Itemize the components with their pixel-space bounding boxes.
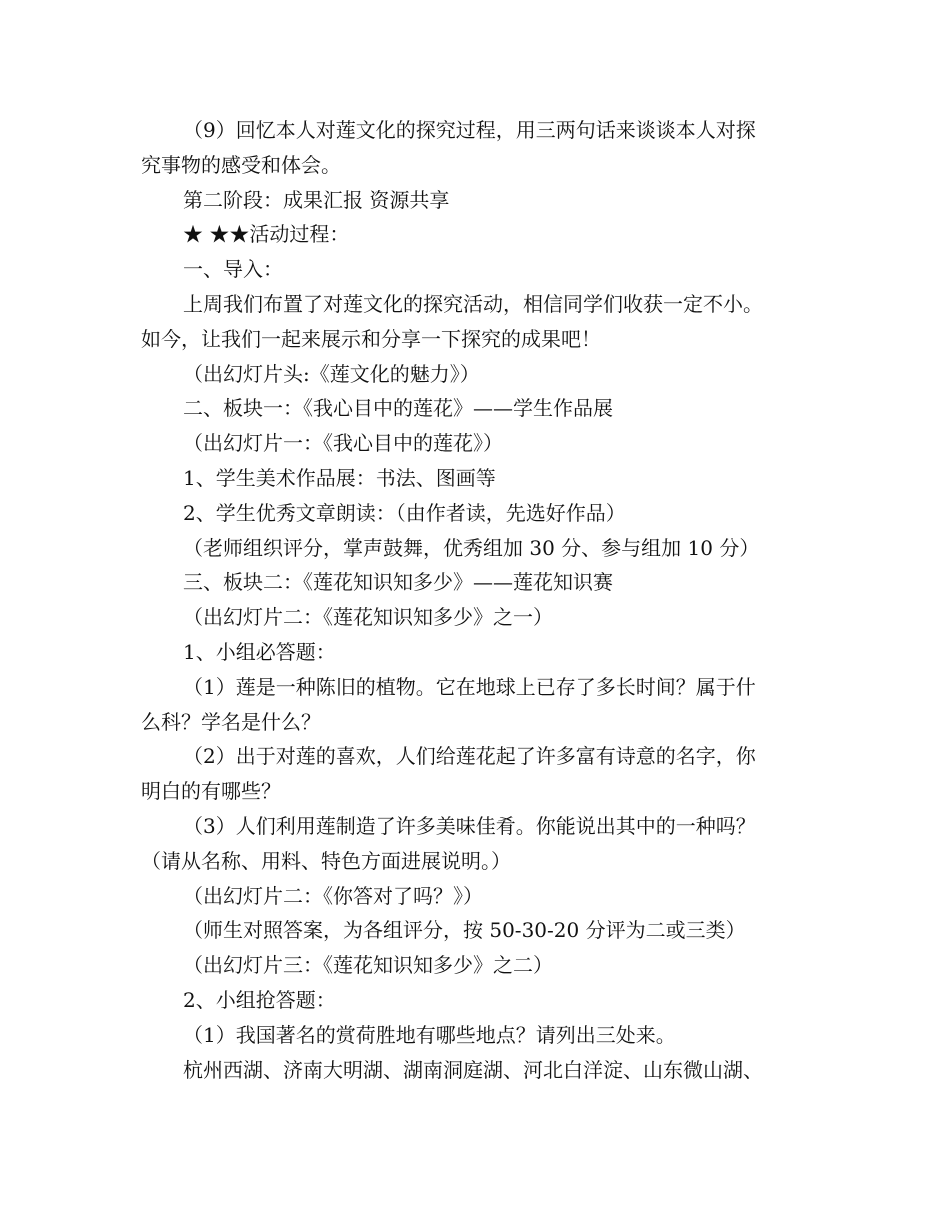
text-line: 究事物的感受和体会。	[141, 152, 341, 177]
text-line: （请从名称、用料、特色方面进展说明。）	[141, 848, 511, 873]
list-item: 1、学生美术作品展：书法、图画等	[183, 465, 496, 490]
text-line: 杭州西湖、济南大明湖、湖南洞庭湖、河北白洋淀、山东微山湖、	[183, 1057, 763, 1082]
text-line: 如今，让我们一起来展示和分享一下探究的成果吧！	[141, 326, 601, 351]
text-line: （老师组织评分，掌声鼓舞，优秀组加 30 分、参与组加 10 分）	[183, 535, 760, 560]
question-item: （2）出于对莲的喜欢，人们给莲花起了许多富有诗意的名字，你	[183, 744, 756, 769]
list-item: 2、小组抢答题：	[183, 987, 336, 1012]
text-line: （出幻灯片二：《你答对了吗？》）	[183, 883, 483, 908]
text-line: （出幻灯片三：《莲花知识知多少》之二）	[183, 953, 553, 978]
text-line: （师生对照答案，为各组评分，按 50-30-20 分评为二或三类）	[183, 918, 746, 943]
section-heading: 第二阶段：成果汇报 资源共享	[183, 187, 450, 212]
text-line: （出幻灯片二：《莲花知识知多少》之一）	[183, 605, 553, 630]
question-item: （1）莲是一种陈旧的植物。它在地球上已存了多长时间？属于什	[183, 674, 756, 699]
text-line: （出幻灯片头:《莲文化的魅力》）	[183, 361, 480, 386]
question-item: （3）人们利用莲制造了许多美味佳肴。你能说出其中的一种吗？	[183, 813, 756, 838]
text-line: （出幻灯片一：《我心目中的莲花》）	[183, 431, 503, 456]
text-line: （9）回忆本人对莲文化的探究过程，用三两句话来谈谈本人对探	[183, 118, 756, 142]
list-item: 2、学生优秀文章朗读：（由作者读，先选好作品）	[183, 500, 626, 525]
list-item: 1、小组必答题：	[183, 639, 336, 664]
question-item: （1）我国著名的赏荷胜地有哪些地点？请列出三处来。	[183, 1022, 676, 1047]
text-line: ★ ★★活动过程：	[183, 222, 350, 247]
section-heading: 二、板块一：《我心目中的莲花》——学生作品展	[183, 396, 613, 421]
document-page	[141, 113, 831, 1087]
text-line: 上周我们布置了对莲文化的探究活动，相信同学们收获一定不小。	[183, 291, 763, 316]
text-line: 么科？学名是什么？	[141, 709, 321, 734]
text-line: 明白的有哪些？	[141, 779, 281, 804]
section-heading: 三、板块二：《莲花知识知多少》——莲花知识赛	[183, 570, 613, 595]
section-heading: 一、导入：	[183, 257, 283, 282]
